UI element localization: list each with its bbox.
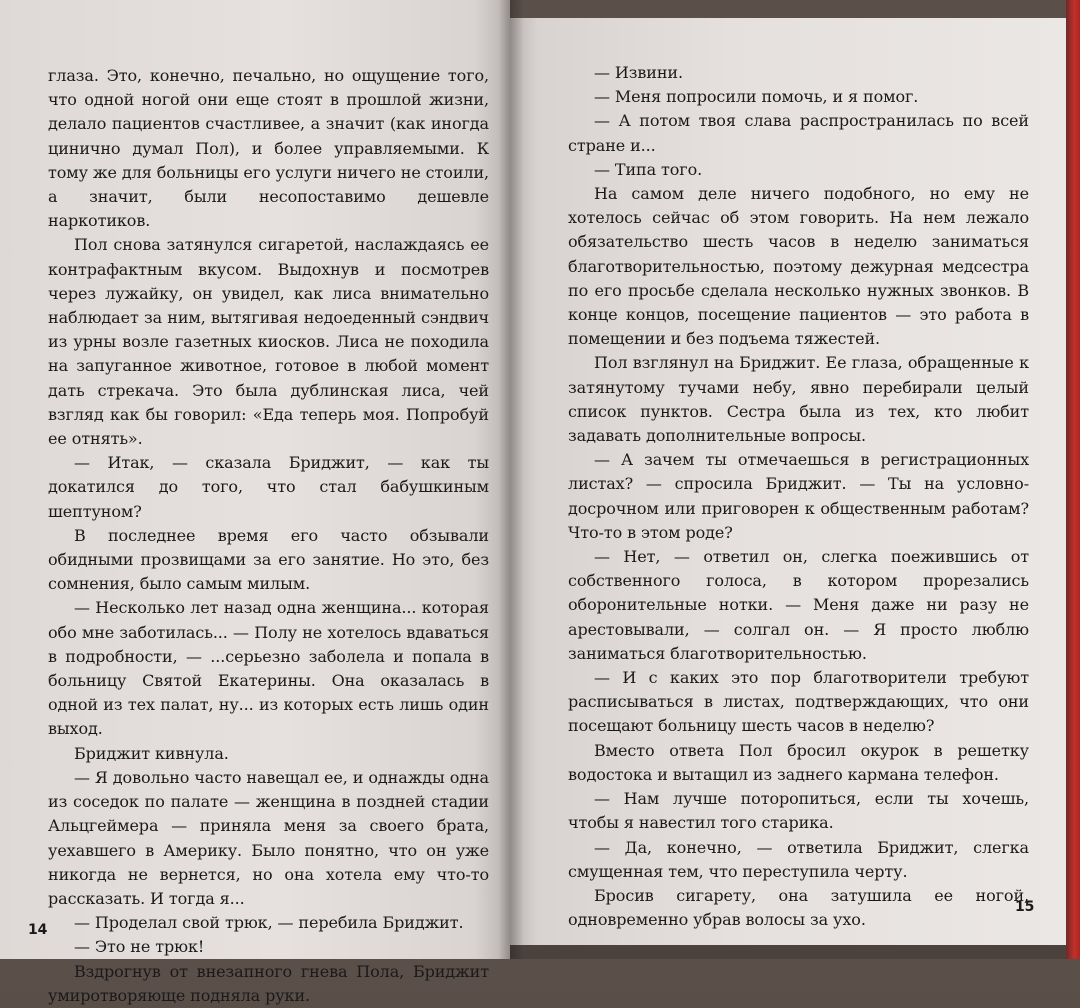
paragraph: — Я довольно часто навещал ее, и однажды одна из соседок по палате — женщина в поздней стадии Альцгеймера — приняла меня за своего брата, уехавшего в Америку. Было понятно, что он уже никогда не вернется, но она хотела ему что-то рассказать. И тогда я... bbox=[48, 767, 489, 908]
paragraph: — Итак, — сказала Бриджит, — как ты докатился до того, что стал бабушкиным шептуном? bbox=[48, 453, 489, 521]
paragraph: глаза. Это, конечно, печально, но ощущение того, что одной ногой они еще стоят в прошлой жизни, делало пациентов счастливее, а значит (как иногда цинично думал Пол), и более управляемыми. К тому же для больницы его услуги ничего не стоили, а значит, были несопоставимо дешевле наркотиков. bbox=[48, 66, 489, 231]
red-cover-edge bbox=[1066, 0, 1080, 959]
paragraph: — А потом твоя слава распространилась по всей стране и... bbox=[568, 111, 1029, 155]
paragraph: — Несколько лет назад одна женщина... которая обо мне заботилась... — Полу не хотелось вдаваться в подробности, — ...серьезно заболела и попала в больницу Святой Екатерины. Она оказалась в одной из тех палат, ну... из которых есть лишь один выход. bbox=[48, 598, 489, 739]
paragraph: Бросив сигарету, она затушила ее ногой, одновременно убрав волосы за ухо. bbox=[568, 885, 1029, 930]
paragraph: — Типа того. bbox=[594, 159, 703, 179]
paragraph: — А зачем ты отмечаешься в регистрационных листах? — спросила Бриджит. — Ты на условно-досрочном или приговорен к общественным работам? Что-то в этом роде? bbox=[568, 450, 1029, 542]
paragraph: Вместо ответа Пол бросил окурок в решетку водостока и вытащил из заднего кармана телефон. bbox=[568, 740, 1029, 784]
paragraph: — Проделал свой трюк, — перебила Бриджит. bbox=[74, 913, 464, 933]
paragraph: — Да, конечно, — ответила Бриджит, слегка смущенная тем, что переступила черту. bbox=[568, 837, 1029, 881]
page-number: 15 bbox=[1015, 899, 1035, 915]
paragraph: — И с каких это пор благотворители требуют расписываться в листах, подтверждающих, что они посещают больницу шесть часов в неделю? bbox=[568, 668, 1029, 736]
paragraph: — Нам лучше поторопиться, если ты хочешь, чтобы я навестил того старика. bbox=[568, 789, 1029, 833]
paragraph: — Извини. bbox=[594, 63, 683, 82]
paragraph: — Нет, — ответил он, слегка поежившись от собственного голоса, в котором прорезались оборонительные нотки. — Меня даже ни разу не арестовывали, — солгал он. — Я просто люблю заниматься благотворительностью. bbox=[568, 547, 1029, 663]
paragraph: — Это не трюк! bbox=[74, 937, 205, 957]
paragraph: Пол снова затянулся сигаретой, наслаждаясь ее контрафактным вкусом. Выдохнув и посмотрев через лужайку, он увидел, как лиса внимательно наблюдает за ним, вытягивая недоеденный сэндвич из урны возле газетных киосков. Лиса не походила на запуганное животное, готовое в любой момент дать стрекача. Это была дублинская лиса, чей взгляд как бы говорил: «Еда теперь моя. Попробуй ее отнять». bbox=[48, 235, 489, 449]
paragraph: Бриджит кивнула. bbox=[74, 743, 229, 763]
paragraph: — Меня попросили помочь, и я помог. bbox=[594, 87, 919, 107]
paragraph: В последнее время его часто обзывали обидными прозвищами за его занятие. Но это, без сомнения, было самым милым. bbox=[48, 525, 489, 594]
right-page bbox=[510, 18, 1066, 945]
book-gutter-shadow bbox=[498, 0, 524, 959]
paragraph: На самом деле ничего подобного, но ему не хотелось сейчас об этом говорить. На нем лежало обязательство шесть часов в неделю заниматься благотворительностью, поэтому дежурная медсестра по его просьбе сделала несколько нужных звонков. В конце концов, посещение пациентов — это работа в помещении и без подъема тяжестей. bbox=[568, 184, 1029, 349]
page-number: 14 bbox=[28, 922, 48, 938]
left-page bbox=[0, 0, 510, 1005]
paragraph: Вздрогнув от внезапного гнева Пола, Бриджит умиротворяюще подняла руки. bbox=[48, 961, 489, 1005]
paragraph: Пол взглянул на Бриджит. Ее глаза, обращенные к затянутому тучами небу, явно перебирали целый список пунктов. Сестра была из тех, кто любит задавать дополнительные вопросы. bbox=[568, 353, 1029, 446]
